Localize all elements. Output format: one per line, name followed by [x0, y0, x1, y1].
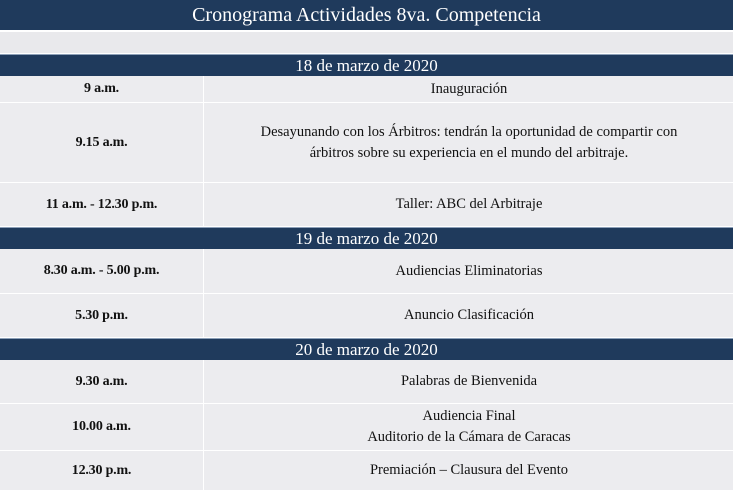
schedule-row	[0, 294, 733, 338]
activity-cell	[205, 451, 733, 490]
activity-cell	[205, 249, 733, 293]
activity-line: Audiencias Eliminatorias	[395, 262, 543, 279]
schedule-row	[0, 76, 733, 103]
time-cell: 11 a.m. - 12.30 p.m.	[0, 183, 204, 226]
time-cell: 5.30 p.m.	[0, 294, 204, 337]
activity-cell	[205, 404, 733, 450]
schedule-row	[0, 404, 733, 451]
schedule-row	[0, 249, 733, 294]
schedule-row	[0, 360, 733, 404]
activity-line: árbitros sobre su experiencia en el mundo del arbitraje.	[309, 144, 629, 161]
time-cell: 9.30 a.m.	[0, 360, 204, 403]
activity-line: Anuncio Clasificación	[403, 307, 535, 323]
activity-cell	[205, 294, 733, 337]
time-cell: 8.30 a.m. - 5.00 p.m.	[0, 249, 204, 293]
schedule-row	[0, 103, 733, 183]
activity-line: Inauguración	[430, 80, 508, 97]
activity-line: Premiación – Clausura del Evento	[369, 462, 569, 478]
activity-line: Taller: ABC del Arbitraje	[395, 196, 543, 212]
spacer-row	[0, 32, 733, 53]
time-cell: 12.30 p.m.	[0, 451, 204, 490]
activity-line: Desayunando con los Árbitros: tendrán la oportunidad de compartir con	[260, 123, 678, 140]
time-cell: 9 a.m.	[0, 76, 204, 102]
time-cell: 9.15 a.m.	[0, 103, 204, 182]
activity-line: Palabras de Bienvenida	[400, 373, 538, 389]
schedule-row	[0, 183, 733, 227]
activity-line: Audiencia Final	[422, 408, 516, 424]
schedule-title: Cronograma Actividades 8va. Competencia	[0, 0, 733, 30]
activity-cell	[205, 76, 733, 102]
time-cell: 10.00 a.m.	[0, 404, 204, 450]
activity-cell	[205, 103, 733, 182]
day-header: 18 de marzo de 2020	[0, 54, 733, 76]
day-header: 20 de marzo de 2020	[0, 338, 733, 360]
activity-cell	[205, 183, 733, 226]
day-header: 19 de marzo de 2020	[0, 227, 733, 249]
schedule-row	[0, 451, 733, 490]
activity-line: Auditorio de la Cámara de Caracas	[367, 429, 571, 445]
activity-cell	[205, 360, 733, 403]
